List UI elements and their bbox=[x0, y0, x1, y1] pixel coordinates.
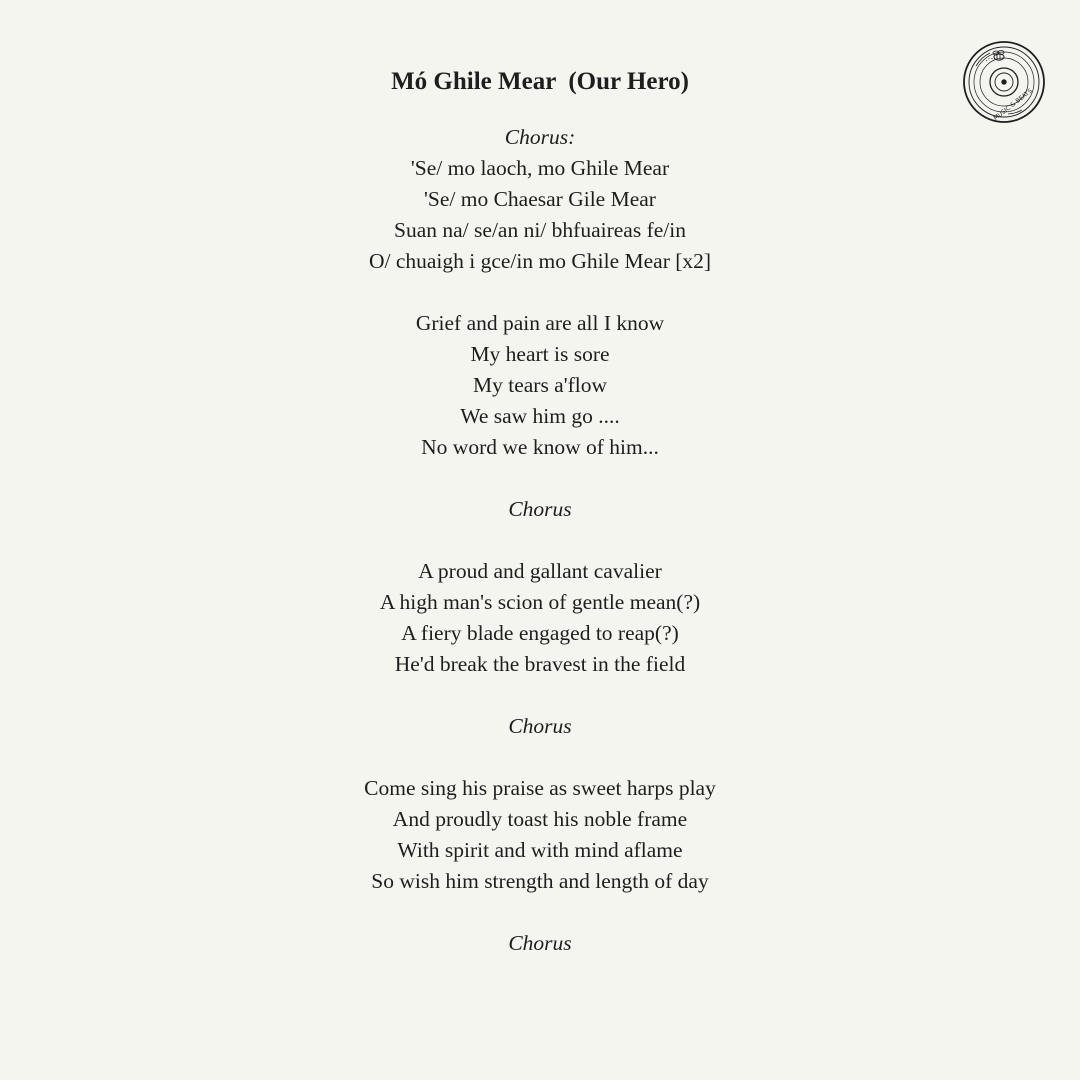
stanza-break bbox=[0, 463, 1080, 494]
stanza-break bbox=[0, 897, 1080, 928]
lyric-line: He'd break the bravest in the field bbox=[394, 652, 686, 676]
lyric-line: Grief and pain are all I know bbox=[415, 311, 665, 335]
lyric-line: O/ chuaigh i gce/in mo Ghile Mear [x2] bbox=[368, 249, 712, 273]
logo-text: MUSIC & BEATS bbox=[992, 87, 1034, 123]
lyric-line: Come sing his praise as sweet harps play bbox=[364, 776, 716, 800]
lyric-line: And proudly toast his noble frame bbox=[392, 807, 688, 831]
lyric-line: My tears a'flow bbox=[472, 373, 608, 397]
stanza-break bbox=[0, 680, 1080, 711]
chorus-label: Chorus bbox=[508, 931, 572, 955]
lyric-line: No word we know of him... bbox=[421, 435, 659, 459]
stanza-break bbox=[0, 525, 1080, 556]
chorus-label: Chorus bbox=[508, 497, 572, 521]
lyric-line: With spirit and with mind aflame bbox=[397, 838, 683, 862]
song-title: Mó Ghile Mear (Our Hero) bbox=[391, 68, 689, 95]
lyric-line: A high man's scion of gentle mean(?) bbox=[379, 590, 701, 614]
lyric-line: We saw him go .... bbox=[460, 404, 620, 428]
lyric-line: 'Se/ mo Chaesar Gile Mear bbox=[424, 187, 656, 211]
chorus-label: Chorus: bbox=[504, 125, 576, 149]
stanza-break bbox=[0, 277, 1080, 308]
stanza-break bbox=[0, 742, 1080, 773]
lyric-line: So wish him strength and length of day bbox=[371, 869, 709, 893]
vinyl-record-logo-icon bbox=[962, 40, 1046, 124]
lyric-line: My heart is sore bbox=[470, 342, 610, 366]
lyrics-body bbox=[0, 122, 1080, 959]
lyric-line: A proud and gallant cavalier bbox=[418, 559, 662, 583]
chorus-label: Chorus bbox=[508, 714, 572, 738]
lyric-line: Suan na/ se/an ni/ bhfuaireas fe/in bbox=[394, 218, 686, 242]
lyric-line: 'Se/ mo laoch, mo Ghile Mear bbox=[410, 156, 670, 180]
lyric-line: A fiery blade engaged to reap(?) bbox=[401, 621, 679, 645]
